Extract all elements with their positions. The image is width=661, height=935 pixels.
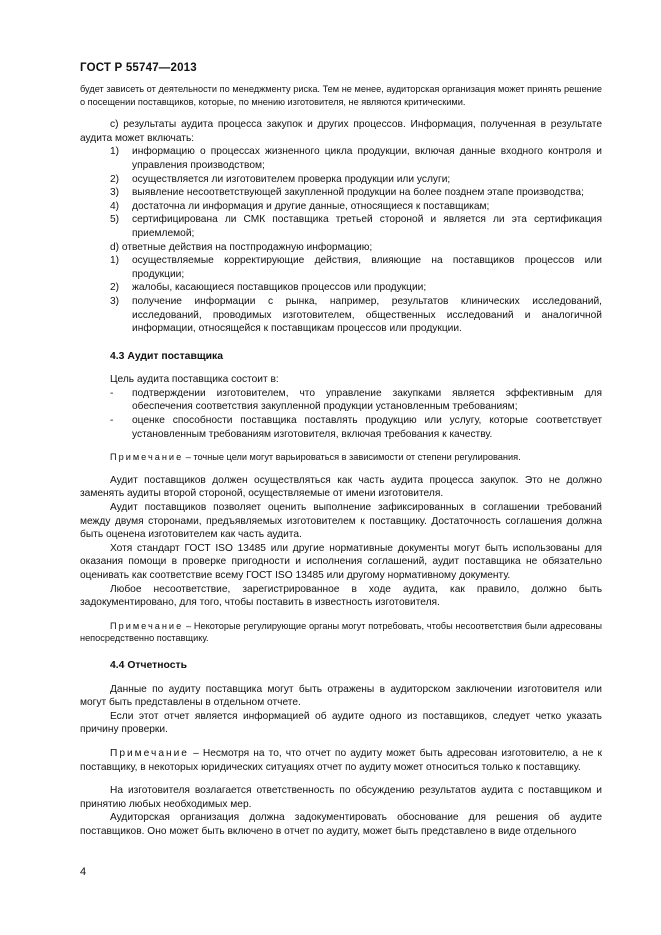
paragraph: Аудит поставщиков должен осуществляться как часть аудита процесса закупок. Это не должно заменять аудиты второй стороной, осуществляемые от имени изготовителя.: [80, 474, 602, 500]
section-4-4-heading: 4.4 Отчетность: [110, 659, 188, 671]
paragraph: Аудит поставщиков позволяет оценить выполнение зафиксированных в соглашении требований между двумя сторонами, предъявляемых изготовителем к поставщику. Достаточность соглашения должна быть оценена изготовителем как часть аудита.: [80, 502, 602, 541]
list-item: 2) жалобы, касающиеся поставщиков процессов или продукции;: [110, 282, 427, 294]
list-item: 3) выявление несоответствующей закупленной продукции на более позднем этапе производства;: [110, 187, 584, 199]
list-item: 2) осуществляется ли изготовителем проверка продукции или услуги;: [110, 173, 451, 185]
paragraph: Данные по аудиту поставщика могут быть отражены в аудиторском заключении изготовителя или могут быть представлены в отдельном отчете.: [80, 683, 602, 709]
list-item: 4) достаточна ли информация и другие данные, относящиеся к поставщикам;: [110, 200, 490, 212]
intro-paragraph: будет зависеть от деятельности по менеджменту риска. Тем не менее, аудиторская организация может принять решение о посещении поставщиков, которые, по мнению изготовителя, не являются критическими.: [80, 84, 602, 107]
note-1: Примечание – точные цели могут варьироваться в зависимости от степени регулирования.: [110, 452, 521, 463]
item-d: d) ответные действия на постпродажную информацию;: [110, 241, 373, 253]
note-label: Примечание: [110, 620, 184, 631]
note-3: Примечание – Несмотря на то, что отчет по аудиту может быть адресован изготовителю, а не к поставщику, в некоторых юридических ситуациях отчет по аудиту может относиться только к поставщику.: [80, 747, 602, 773]
note-label: Примечание: [110, 747, 189, 759]
page-number: 4: [80, 866, 87, 878]
list-item: 5) сертифицирована ли СМК поставщика третьей стороной и является ли эта сертификация приемлемой;: [110, 214, 602, 239]
paragraph: Аудиторская организация должна задокументировать обоснование для решения об аудите поставщиков. Оно может быть включено в отчет по аудиту, может быть представлено в виде отдельного: [80, 812, 602, 837]
bullet-item: - оценке способности поставщика поставлять продукцию или услугу, которые соответствует установленным требованиям изготовителя, включая требования к качеству.: [110, 415, 602, 440]
paragraph: Если этот отчет является информацией об аудите одного из поставщиков, следует четко указать причину проверки.: [80, 710, 602, 736]
bullet-item: - подтверждении изготовителем, что управление закупками является эффективным для обеспечения соответствия закупленной продукции установленным требованиям;: [110, 387, 602, 413]
item-c: c) результаты аудита процесса закупок и других процессов. Информация, полученная в результате аудита может включать:: [80, 119, 602, 144]
document-header: ГОСТ Р 55747—2013: [80, 62, 197, 74]
note-2: Примечание – Некоторые регулирующие органы могут потребовать, чтобы несоответствия были адресованы непосредственно поставщику.: [80, 620, 602, 644]
section-4-3-heading: 4.3 Аудит поставщика: [110, 350, 223, 362]
list-item: 3) получение информации с рынка, например, результатов клинических исследований, исследований, проводимых изготовителем, общественных исследований и аналогичной информации, относящейся к поставщикам процессов или продукции.: [110, 295, 602, 335]
paragraph: Любое несоответствие, зарегистрированное в ходе аудита, как правило, должно быть задокументировано, для того, чтобы поставить в известность изготовителя.: [80, 583, 602, 609]
list-item: 1) информацию о процессах жизненного цикла продукции, включая данные входного контроля и управления производством;: [110, 146, 602, 171]
paragraph: На изготовителя возлагается ответственность по обсуждению результатов аудита с поставщиком и принятию любых необходимых мер.: [80, 785, 602, 810]
paragraph: Хотя стандарт ГОСТ ISO 13485 или другие нормативные документы могут быть использованы для оказания помощи в проверке пригодности и исполнения соглашений, аудит поставщика не обязательно оценивать как соответствие всему ГОСТ ISO 13485 или другому нормативному документу.: [80, 542, 602, 581]
document-body: [80, 83, 602, 839]
section-4-3-lead: Цель аудита поставщика состоит в:: [110, 374, 279, 386]
list-item: 1) осуществляемые корректирующие действия, влияющие на поставщиков процессов или продукции;: [110, 255, 602, 280]
note-label: Примечание: [110, 452, 184, 463]
